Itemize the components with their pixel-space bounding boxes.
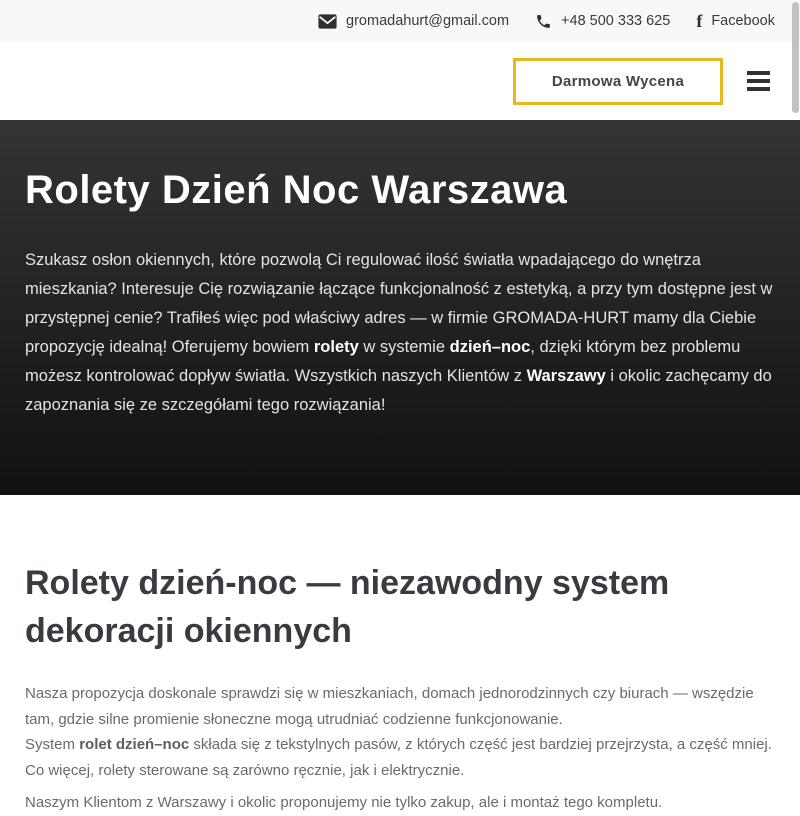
- email-link[interactable]: [318, 13, 509, 29]
- facebook-icon: f: [696, 11, 703, 31]
- hamburger-bar: [747, 71, 770, 75]
- facebook-label: Facebook: [711, 13, 775, 29]
- facebook-link[interactable]: [696, 12, 775, 30]
- page-title: Rolety Dzień Noc Warszawa: [25, 168, 568, 212]
- hero-paragraph: Szukasz osłon okiennych, które pozwolą Ci regulować ilość światła wpadającego do wnętrza mieszkania? Interesuje Cię rozwiązanie łączące funkcjonalność z estetyką, a przy tym dostępne jest w przystępnej cenie? Trafiłeś więc pod właściwy adres — w firmie GROMADA-HURT mamy dla Ciebie propozycję idealną! Oferujemy bowiem rolety w systemie dzień–noc, dzięki którym bez problemu możesz kontrolować dopływ światła. Wszystkich naszych Klientów z Warszawy i okolic zachęcamy do zapoznania się ze szczegółami tego rozwiązania!: [25, 251, 773, 414]
- envelope-icon: [318, 14, 337, 29]
- scrollbar-thumb[interactable]: [792, 2, 799, 113]
- main-header: [0, 42, 800, 120]
- hero-section: [0, 120, 800, 495]
- phone-label: +48 500 333 625: [561, 13, 671, 29]
- phone-icon: [535, 13, 552, 30]
- email-label: gromadahurt@gmail.com: [346, 13, 510, 29]
- body-paragraph-3: Naszym Klientom z Warszawy i okolic proponujemy nie tylko zakup, ale i montaż tego kompletu.: [25, 794, 663, 811]
- content-section: [0, 495, 800, 816]
- body-paragraph-1: Nasza propozycja doskonale sprawdzi się w mieszkaniach, domach jednorodzinnych czy biurach — wszędzie tam, gdzie silne promienie słoneczne mogą utrudniać codzienne funkcjonowanie.: [25, 685, 754, 728]
- section-heading: Rolety dzień-noc — niezawodny system dekoracji okiennych: [25, 564, 670, 650]
- hamburger-icon[interactable]: [747, 71, 770, 91]
- body-paragraph-2: System rolet dzień–noc składa się z tekstylnych pasów, z których część jest bardziej przejrzysta, a część mniej. Co więcej, rolety sterowane są zarówno ręcznie, jak i elektrycznie.: [25, 736, 772, 779]
- hamburger-bar: [747, 87, 770, 91]
- phone-link[interactable]: [535, 13, 670, 30]
- topbar: [0, 0, 800, 42]
- free-quote-button[interactable]: Darmowa Wycena: [513, 58, 723, 105]
- hamburger-bar: [747, 79, 770, 83]
